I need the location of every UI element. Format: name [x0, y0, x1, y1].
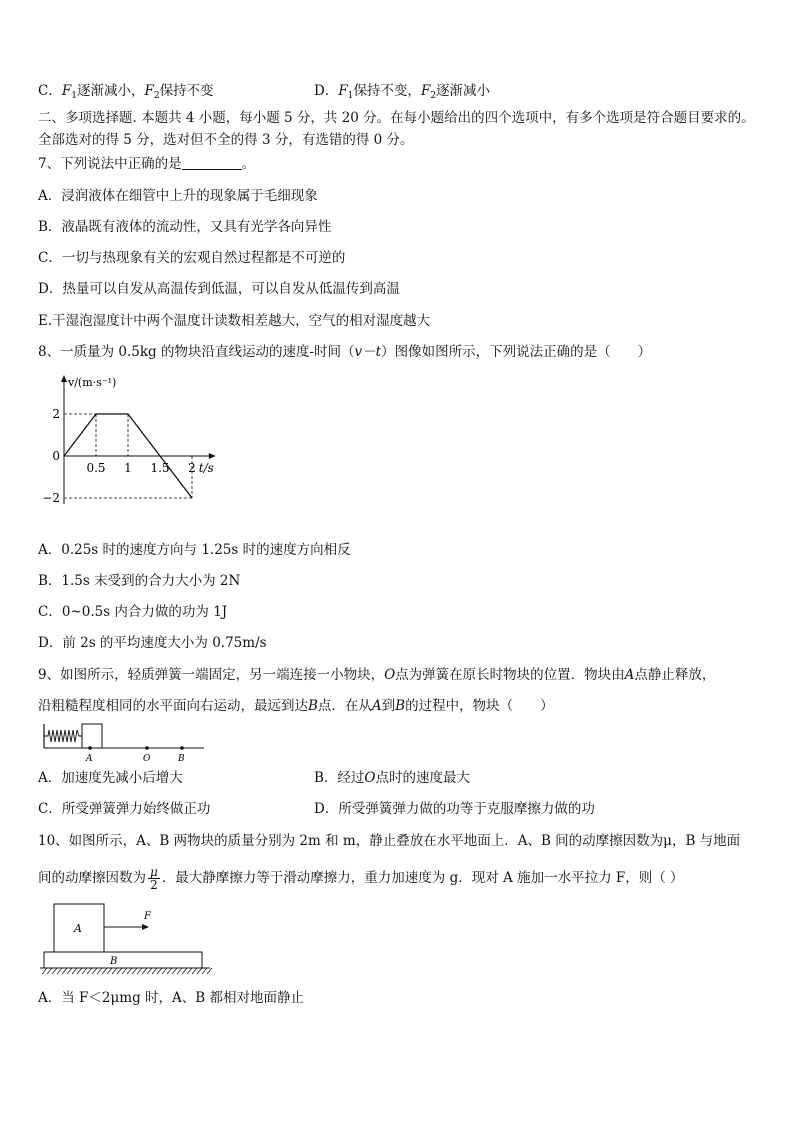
fraction-numerator: μ [150, 865, 158, 879]
question-text: 点静止释放， [634, 667, 716, 683]
q8-stem [38, 343, 651, 361]
subscript: 1 [71, 91, 77, 101]
question-text: 点为弹簧在原长时物块的位置．物块由 [395, 667, 625, 683]
var-b: B [395, 698, 406, 714]
hatch-stroke [177, 968, 182, 974]
y-tick-label: 2 [52, 407, 60, 421]
label-a: A [86, 754, 93, 764]
hatch-stroke [172, 968, 177, 974]
subscript: 1 [347, 91, 354, 101]
q8-option-a: A．0.25s 时的速度方向与 1.25s 时的速度方向相反 [38, 542, 351, 558]
force-arrow-head [142, 924, 149, 930]
var-b: B [308, 698, 318, 714]
label-block-a: A [74, 922, 82, 935]
q7-stem [38, 155, 255, 173]
hatch-stroke [72, 968, 77, 974]
hatch-stroke [112, 968, 117, 974]
q9-stem-line2 [38, 697, 554, 715]
option-text: 点时的速度最大 [375, 770, 470, 786]
label-b: B [178, 754, 185, 764]
section2-line2: 全部选对的得 5 分，选对但不全的得 3 分，有选错的得 0 分。 [38, 132, 414, 148]
q9-option-c: C．所受弹簧弹力始终做正功 [38, 801, 211, 817]
y-tick-label: 0 [52, 449, 60, 463]
question-text: 的过程中，物块（ ） [405, 698, 554, 714]
question-text: 点．在从 [317, 698, 372, 714]
q9-option-d: D．所受弹簧弹力做的功等于克服摩擦力做的功 [314, 801, 595, 817]
ground-hatch [42, 968, 212, 974]
hatch-stroke [152, 968, 157, 974]
x-tick-label: 1.5 [150, 461, 170, 475]
hatch-stroke [147, 968, 152, 974]
option-text: 逐渐减小， [76, 83, 145, 99]
fraction-denominator: 2 [150, 878, 158, 892]
point-b [180, 746, 184, 750]
spring [44, 730, 82, 742]
hatch-stroke [97, 968, 102, 974]
q10-stem-line2 [38, 862, 684, 894]
hatch-stroke [207, 968, 212, 974]
subscript: 2 [430, 91, 437, 101]
hatch-stroke [197, 968, 202, 974]
var-vt: v－t [354, 344, 382, 360]
var-f: F [338, 83, 348, 99]
hatch-stroke [132, 968, 137, 974]
hatch-stroke [47, 968, 52, 974]
question-text: 9、如图所示，轻质弹簧一端固定，另一端连接一小物块， [38, 667, 385, 683]
q7-option-b: B．液晶既有液体的流动性，又具有光学各向异性 [38, 219, 332, 235]
hatch-stroke [102, 968, 107, 974]
point-o [145, 746, 149, 750]
hatch-stroke [202, 968, 207, 974]
q7-option-a: A．浸润液体在细管中上升的现象属于毛细现象 [38, 188, 318, 204]
option-text: B．经过 [314, 770, 365, 786]
q7-option-e: E.干湿泡湿度计中两个温度计读数相差越大，空气的相对湿度越大 [38, 313, 431, 329]
block [82, 724, 102, 748]
subscript: 2 [153, 91, 160, 101]
hatch-stroke [92, 968, 97, 974]
answer-blank [182, 157, 242, 170]
option-text: 逐渐减小 [436, 83, 491, 99]
q8-option-c: C．0~0.5s 内合力做的功为 1J [38, 604, 228, 620]
var-f: F [61, 83, 72, 99]
hatch-stroke [192, 968, 197, 974]
hatch-stroke [187, 968, 192, 974]
q7-option-d: D．热量可以自发从高温传到低温，可以自发从低温传到高温 [38, 281, 400, 297]
hatch-stroke [137, 968, 142, 974]
spring-block-figure [38, 718, 208, 764]
x-axis-label: t/s [198, 461, 214, 475]
q10-stem-line1: 10、如图所示，A、B 两物块的质量分别为 2m 和 m，静止叠放在水平地面上．A、B 间的动摩擦因数为μ，B 与地面 [38, 833, 741, 849]
section2-line1: 二、多项选择题. 本题共 4 小题，每小题 5 分，共 20 分。在每小题给出的四个选项中，有多个选项是符合题目要求的。 [38, 110, 755, 126]
x-tick-label: 0.5 [86, 461, 106, 475]
option-prefix: D． [314, 83, 339, 99]
option-text: 保持不变 [159, 83, 214, 99]
hatch-stroke [107, 968, 112, 974]
q6-option-c [38, 82, 214, 105]
var-a: A [371, 698, 382, 714]
question-text: 间的动摩擦因数为 [38, 870, 146, 886]
hatch-stroke [82, 968, 87, 974]
var-o: O [364, 770, 376, 786]
point-a [88, 746, 92, 750]
q8-option-b: B．1.5s 末受到的合力大小为 2N [38, 573, 241, 589]
hatch-stroke [77, 968, 82, 974]
hatch-stroke [122, 968, 127, 974]
q6-option-d [314, 82, 490, 105]
q10-option-a: A．当 F＜2μmg 时，A、B 都相对地面静止 [38, 990, 304, 1006]
question-text: ．最大静摩擦力等于滑动摩擦力，重力加速度为 g．现对 A 施加一水平拉力 F，则（ ） [161, 870, 684, 886]
q9-option-b [314, 769, 470, 787]
hatch-stroke [62, 968, 67, 974]
x-tick-label: 2 [188, 461, 196, 475]
stacked-blocks-figure [38, 898, 218, 976]
q7-option-c: C．一切与热现象有关的宏观自然过程都是不可逆的 [38, 250, 346, 266]
y-axis-arrow [61, 375, 67, 382]
question-text: 7、下列说法中正确的是 [38, 156, 182, 172]
hatch-stroke [162, 968, 167, 974]
question-text: 沿粗糙程度相同的水平面向右运动，最远到达 [38, 698, 308, 714]
question-text: 8、一质量为 0.5kg 的物块沿直线运动的速度-时间（ [38, 344, 355, 360]
hatch-stroke [142, 968, 147, 974]
hatch-stroke [57, 968, 62, 974]
hatch-stroke [127, 968, 132, 974]
hatch-stroke [67, 968, 72, 974]
y-axis-label: v/(m·s⁻¹) [68, 376, 117, 389]
var-f: F [420, 83, 431, 99]
question-text: ）图像如图所示，下列说法正确的是（ ） [381, 344, 652, 360]
question-text: 。 [241, 156, 256, 172]
label-force-f: F [144, 911, 151, 922]
hatch-stroke [182, 968, 187, 974]
option-prefix: C． [38, 83, 62, 99]
y-tick-label: −2 [42, 491, 60, 505]
var-a: A [624, 667, 635, 683]
question-text: 到 [381, 698, 396, 714]
hatch-stroke [42, 968, 47, 974]
hatch-stroke [117, 968, 122, 974]
q9-stem-line1 [38, 666, 715, 684]
option-text: 保持不变， [353, 83, 421, 99]
hatch-stroke [157, 968, 162, 974]
var-f: F [144, 83, 154, 99]
var-o: O [384, 667, 396, 683]
label-o: O [143, 754, 151, 764]
hatch-stroke [167, 968, 172, 974]
hatch-stroke [52, 968, 57, 974]
x-axis-arrow [209, 453, 216, 459]
hatch-stroke [87, 968, 92, 974]
x-tick-label: 1 [124, 461, 132, 475]
block-b [44, 952, 202, 968]
fraction-mu-over-2 [148, 866, 160, 891]
label-block-b: B [110, 956, 118, 967]
q9-option-a: A．加速度先减小后增大 [38, 770, 183, 786]
vt-graph [38, 372, 248, 522]
q8-option-d: D．前 2s 的平均速度大小为 0.75m/s [38, 635, 267, 651]
